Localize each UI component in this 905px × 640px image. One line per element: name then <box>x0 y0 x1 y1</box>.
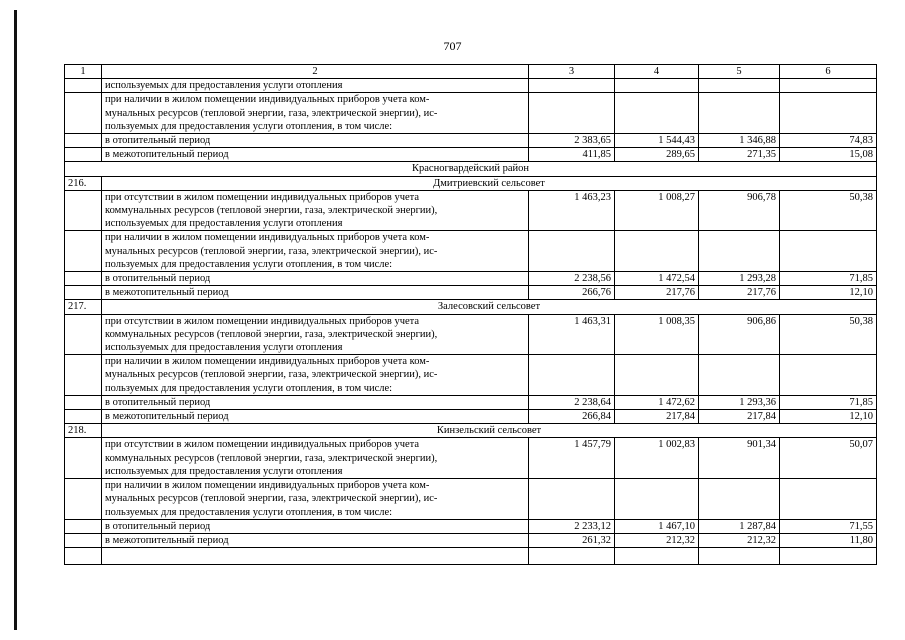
value-cell <box>615 355 699 396</box>
value-cell: 1 472,62 <box>615 395 699 409</box>
table-header-row <box>65 65 877 79</box>
period-row <box>65 410 877 424</box>
row-index: 218. <box>65 424 102 438</box>
value-cell: 11,80 <box>780 533 877 547</box>
row-index: 216. <box>65 176 102 190</box>
description-row <box>65 355 877 396</box>
description-row <box>65 314 877 355</box>
row-index: 217. <box>65 300 102 314</box>
empty-cell <box>615 548 699 565</box>
value-cell: 1 293,28 <box>699 272 780 286</box>
value-cell <box>699 231 780 272</box>
value-cell: 50,38 <box>780 314 877 355</box>
row-index-empty <box>65 79 102 93</box>
row-description: в отопительный период <box>102 395 529 409</box>
period-row <box>65 395 877 409</box>
period-row <box>65 519 877 533</box>
row-index-empty <box>65 93 102 134</box>
value-cell: 906,86 <box>699 314 780 355</box>
settlement-row <box>65 300 877 314</box>
row-index-empty <box>65 519 102 533</box>
row-index-empty <box>65 533 102 547</box>
row-index-empty <box>65 148 102 162</box>
row-description: в отопительный период <box>102 519 529 533</box>
value-cell: 1 463,31 <box>529 314 615 355</box>
settlement-name: Кинзельский сельсовет <box>102 424 877 438</box>
row-description: используемых для предоставления услуги отопления <box>102 79 529 93</box>
header-cell: 3 <box>529 65 615 79</box>
value-cell: 15,08 <box>780 148 877 162</box>
row-description: при наличии в жилом помещении индивидуальных приборов учета ком- мунальных ресурсов (тепловой энергии, газа, электрической энергии), ис- пользуемых для предоставления услуги отопления, в том числе: <box>102 479 529 520</box>
description-row <box>65 438 877 479</box>
value-cell <box>780 93 877 134</box>
value-cell: 271,35 <box>699 148 780 162</box>
value-cell: 261,32 <box>529 533 615 547</box>
row-index-empty <box>65 286 102 300</box>
empty-cell <box>529 548 615 565</box>
value-cell: 212,32 <box>699 533 780 547</box>
value-cell: 901,34 <box>699 438 780 479</box>
row-description: в межотопительный период <box>102 533 529 547</box>
value-cell: 1 463,23 <box>529 190 615 231</box>
empty-cell <box>65 548 102 565</box>
value-cell <box>615 479 699 520</box>
value-cell: 266,84 <box>529 410 615 424</box>
value-cell-empty <box>529 79 615 93</box>
value-cell: 266,76 <box>529 286 615 300</box>
period-row <box>65 148 877 162</box>
value-cell <box>780 479 877 520</box>
value-cell: 71,85 <box>780 395 877 409</box>
row-description: в отопительный период <box>102 272 529 286</box>
value-cell: 1 544,43 <box>615 134 699 148</box>
empty-cell <box>780 548 877 565</box>
description-row <box>65 479 877 520</box>
row-description: в межотопительный период <box>102 286 529 300</box>
settlement-row <box>65 176 877 190</box>
settlement-name: Залесовский сельсовет <box>102 300 877 314</box>
value-cell <box>529 93 615 134</box>
value-cell: 217,84 <box>699 410 780 424</box>
value-cell: 71,55 <box>780 519 877 533</box>
value-cell: 411,85 <box>529 148 615 162</box>
value-cell: 2 238,64 <box>529 395 615 409</box>
region-name: Красногвардейский район <box>65 162 877 176</box>
page-number: 707 <box>443 39 462 53</box>
value-cell: 217,76 <box>615 286 699 300</box>
value-cell <box>699 479 780 520</box>
period-row <box>65 134 877 148</box>
header-cell: 5 <box>699 65 780 79</box>
value-cell: 1 457,79 <box>529 438 615 479</box>
value-cell <box>529 355 615 396</box>
row-index-empty <box>65 314 102 355</box>
row-index-empty <box>65 355 102 396</box>
value-cell: 217,76 <box>699 286 780 300</box>
row-description: в межотопительный период <box>102 148 529 162</box>
row-description: при наличии в жилом помещении индивидуальных приборов учета ком- мунальных ресурсов (тепловой энергии, газа, электрической энергии), ис- пользуемых для предоставления услуги отопления, в том числе: <box>102 231 529 272</box>
value-cell-empty <box>699 79 780 93</box>
row-index-empty <box>65 231 102 272</box>
region-row <box>65 162 877 176</box>
row-description: при наличии в жилом помещении индивидуальных приборов учета ком- мунальных ресурсов (тепловой энергии, газа, электрической энергии), ис- пользуемых для предоставления услуги отопления, в том числе: <box>102 93 529 134</box>
description-row <box>65 231 877 272</box>
row-index-empty <box>65 190 102 231</box>
value-cell: 289,65 <box>615 148 699 162</box>
value-cell <box>699 93 780 134</box>
value-cell: 2 383,65 <box>529 134 615 148</box>
value-cell: 12,10 <box>780 286 877 300</box>
value-cell: 50,38 <box>780 190 877 231</box>
empty-cell <box>102 548 529 565</box>
value-cell: 71,85 <box>780 272 877 286</box>
value-cell: 217,84 <box>615 410 699 424</box>
scan-edge-line <box>14 10 17 630</box>
value-cell <box>529 479 615 520</box>
tariff-table <box>64 64 877 565</box>
row-index-empty <box>65 134 102 148</box>
value-cell-empty <box>615 79 699 93</box>
period-row <box>65 272 877 286</box>
header-cell: 1 <box>65 65 102 79</box>
value-cell: 2 233,12 <box>529 519 615 533</box>
row-index-empty <box>65 395 102 409</box>
table-bottom-padding-row <box>65 548 877 565</box>
value-cell <box>780 355 877 396</box>
row-index-empty <box>65 479 102 520</box>
value-cell: 1 008,35 <box>615 314 699 355</box>
value-cell: 74,83 <box>780 134 877 148</box>
row-description: при отсутствии в жилом помещении индивидуальных приборов учета коммунальных ресурсов (тепловой энергии, газа, электрической энергии), используемых для предоставления услуги отопления <box>102 314 529 355</box>
value-cell: 906,78 <box>699 190 780 231</box>
value-cell-empty <box>780 79 877 93</box>
value-cell <box>780 231 877 272</box>
row-description: при наличии в жилом помещении индивидуальных приборов учета ком- мунальных ресурсов (тепловой энергии, газа, электрической энергии), ис- пользуемых для предоставления услуги отопления, в том числе: <box>102 355 529 396</box>
row-index-empty <box>65 272 102 286</box>
value-cell: 12,10 <box>780 410 877 424</box>
description-row <box>65 93 877 134</box>
value-cell: 212,32 <box>615 533 699 547</box>
header-cell: 6 <box>780 65 877 79</box>
row-index-empty <box>65 410 102 424</box>
value-cell: 2 238,56 <box>529 272 615 286</box>
continuation-row <box>65 79 877 93</box>
value-cell: 1 287,84 <box>699 519 780 533</box>
row-description: при отсутствии в жилом помещении индивидуальных приборов учета коммунальных ресурсов (тепловой энергии, газа, электрической энергии), используемых для предоставления услуги отопления <box>102 438 529 479</box>
header-cell: 2 <box>102 65 529 79</box>
row-description: в межотопительный период <box>102 410 529 424</box>
row-index-empty <box>65 438 102 479</box>
row-description: в отопительный период <box>102 134 529 148</box>
empty-cell <box>699 548 780 565</box>
value-cell <box>615 231 699 272</box>
value-cell: 1 467,10 <box>615 519 699 533</box>
value-cell: 1 002,83 <box>615 438 699 479</box>
period-row <box>65 286 877 300</box>
header-cell: 4 <box>615 65 699 79</box>
value-cell <box>529 231 615 272</box>
period-row <box>65 533 877 547</box>
value-cell: 1 008,27 <box>615 190 699 231</box>
value-cell: 1 346,88 <box>699 134 780 148</box>
value-cell: 50,07 <box>780 438 877 479</box>
value-cell <box>615 93 699 134</box>
value-cell: 1 472,54 <box>615 272 699 286</box>
settlement-name: Дмитриевский сельсовет <box>102 176 877 190</box>
value-cell: 1 293,36 <box>699 395 780 409</box>
value-cell <box>699 355 780 396</box>
row-description: при отсутствии в жилом помещении индивидуальных приборов учета коммунальных ресурсов (тепловой энергии, газа, электрической энергии), используемых для предоставления услуги отопления <box>102 190 529 231</box>
settlement-row <box>65 424 877 438</box>
description-row <box>65 190 877 231</box>
